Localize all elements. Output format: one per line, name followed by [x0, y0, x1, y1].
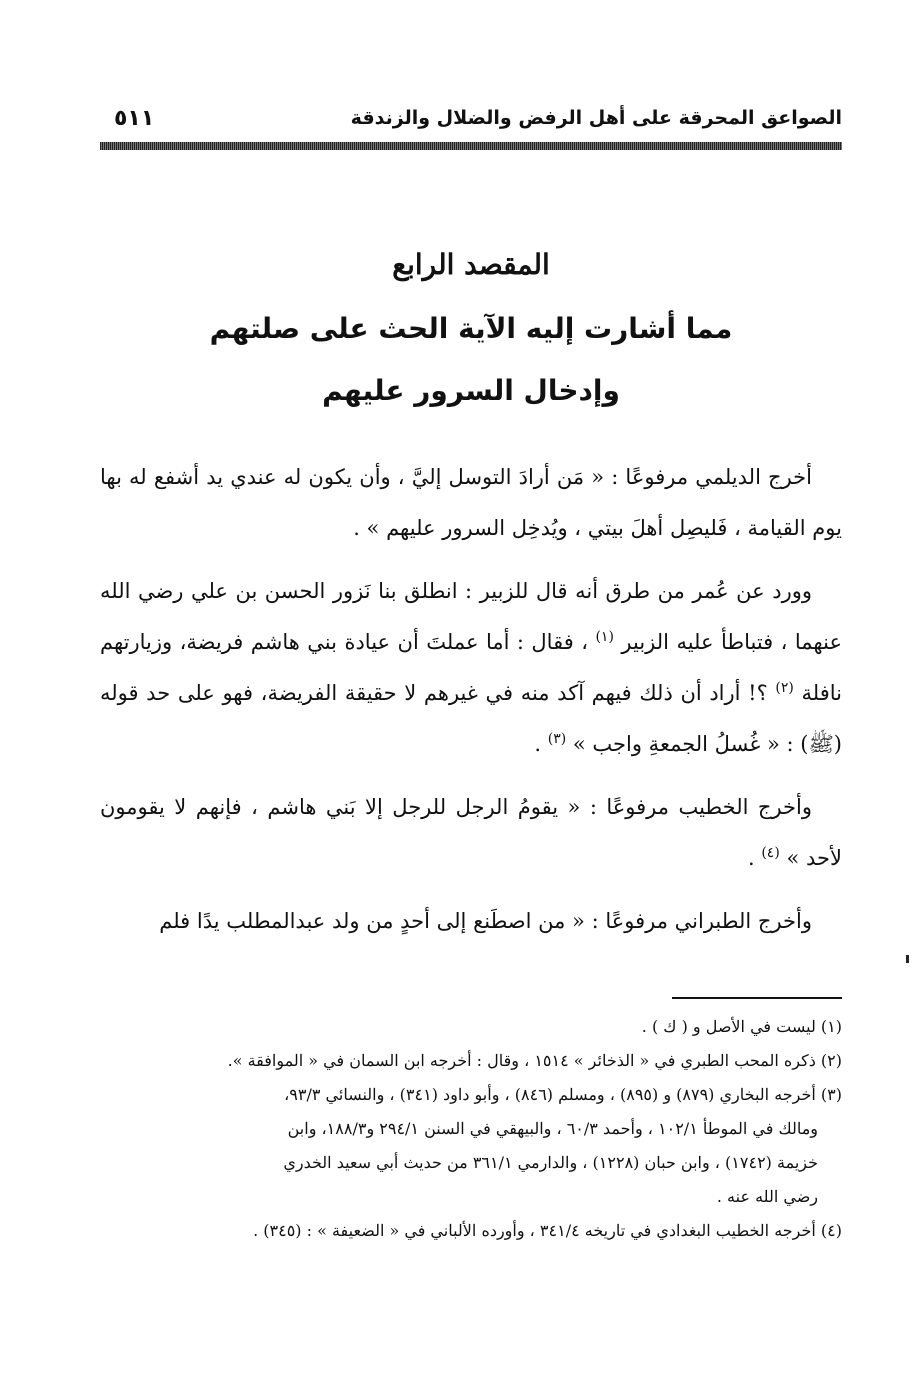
header-rule — [100, 142, 842, 150]
footnote-ref-1[interactable]: (١) — [595, 629, 614, 645]
footnote-2: (٢) ذكره المحب الطبري في « الذخائر » ١٥١٤ ، وقال : أخرجه ابن السمان في « الموافقة ». — [227, 1051, 842, 1070]
paragraph-umar-end: . — [534, 732, 542, 756]
paragraph-khatib-end: . — [747, 846, 755, 870]
body-text — [100, 452, 842, 963]
paragraph-dailami: أخرج الديلمي مرفوعًا : « مَن أرادَ التوسل إليَّ ، وأن يكون له عندي يد أشفع له بها يوم القيامة ، فَليصِل أهلَ بيتي ، ويُدخِل السرور عليهم » . — [100, 465, 842, 540]
footnote-separator — [672, 997, 842, 999]
paragraph-umar-part2: ، فقال : أما عملتَ أن عيادة بني هاشم فريضة، وزيارتهم نافلة — [100, 630, 842, 705]
footnote-ref-4[interactable]: (٤) — [761, 845, 780, 861]
page-number: ٥١١ — [114, 105, 155, 131]
footnote-4: (٤) أخرجه الخطيب البغدادي في تاريخه ٣٤١/٤ ، وأورده الألباني في « الضعيفة » : (٣٤٥) . — [253, 1221, 842, 1240]
paragraph-umar-part1: وورد عن عُمر من طرق أنه قال للزبير : انطلق بنا نَزور الحسن بن علي رضي الله عنهما ، فتباطأ عليه الزبير — [100, 579, 842, 654]
footnote-3-line3: خزيمة (١٧٤٢) ، وابن حبان (١٢٢٨) ، والدارمي ٣٦١/١ من حديث أبي سعيد الخدري — [283, 1153, 818, 1172]
footnote-3-line4: رضي الله عنه . — [716, 1187, 818, 1206]
footnote-ref-2[interactable]: (٢) — [775, 680, 794, 696]
footnote-3-line1: (٣) أخرجه البخاري (٨٧٩) و (٨٩٥) ، ومسلم (٨٤٦) ، وأبو داود (٣٤١) ، والنسائي ٩٣/٣، — [284, 1085, 842, 1104]
paragraph-tabarani: وأخرج الطبراني مرفوعًا : « من اصطَنع إلى أحدٍ من ولد عبدالمطلب يدًا فلم — [159, 909, 812, 933]
running-header — [100, 100, 842, 136]
book-title: الصواعق المحرقة على أهل الرفض والضلال والزندقة — [350, 107, 842, 129]
footnotes — [100, 1010, 842, 1248]
footnote-1: (١) ليست في الأصل و ( ك ) . — [641, 1017, 842, 1036]
section-subheading-line2: وإدخال السرور عليهم — [322, 374, 620, 407]
footnote-3-line2: ومالك في الموطأ ١٠٢/١ ، وأحمد ٦٠/٣ ، والبيهقي في السنن ٢٩٤/١ و١٨٨/٣، وابن — [287, 1119, 818, 1138]
paragraph-umar — [100, 566, 842, 770]
section-subheading-line1: مما أشارت إليه الآية الحث على صلتهم — [209, 312, 733, 345]
footnote-ref-3[interactable]: (٣) — [547, 731, 567, 747]
paragraph-khatib — [100, 782, 842, 884]
paragraph-umar-part3: ؟! أراد أن ذلك فيهم آكد منه في غيرهم لا حقيقة الفريضة، فهو على حد قوله (ﷺ) : « غُسلُ الجمعةِ واجب » — [100, 681, 842, 756]
section-heading: المقصد الرابع — [392, 248, 550, 281]
scan-mark — [906, 955, 909, 963]
paragraph-khatib-part1: وأخرج الخطيب مرفوعًا : « يقومُ الرجل للرجل إلا بَني هاشم ، فإنهم لا يقومون لأحد » — [100, 795, 842, 870]
